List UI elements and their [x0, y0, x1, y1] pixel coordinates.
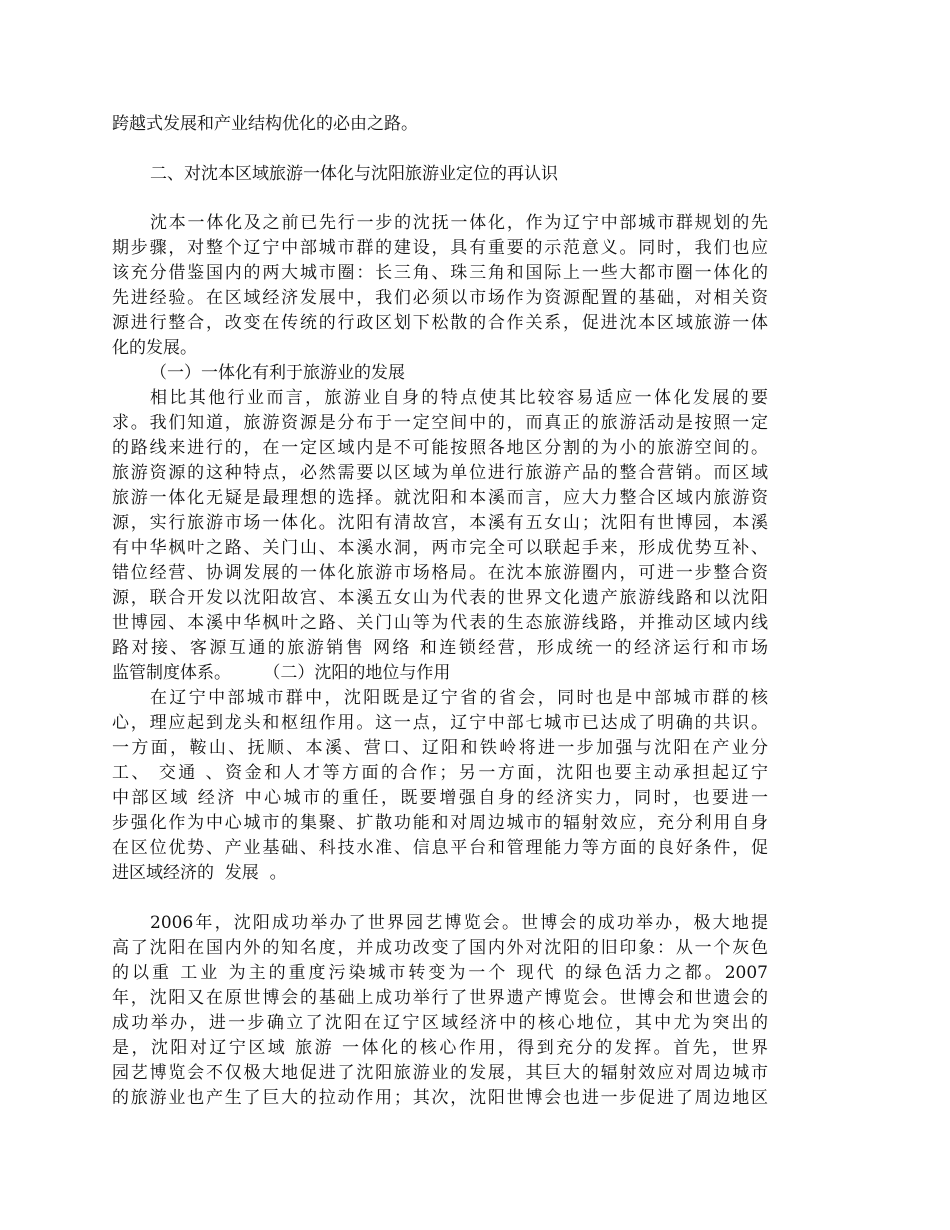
text-line: 园艺博览会不仅极大地促进了沈阳旅游业的发展，其巨大的辐射效应对周边城市 — [112, 1063, 768, 1083]
text-line: 的以重 工业 为主的重度污染城市转变为一个 现代 的绿色活力之都。2007 — [112, 963, 768, 983]
text-line: 心，理应起到龙头和枢纽作用。这一点，辽宁中部七城市已达成了明确的共识。 — [112, 713, 768, 733]
text-line: 2006年，沈阳成功举办了世界园艺博览会。世博会的成功举办，极大地提 — [150, 913, 768, 933]
text-line: 的路线来进行的，在一定区域内是不可能按照各地区分割的为小的旅游空间的。 — [112, 438, 768, 458]
text-line: 进区域经济的 发展 。 — [112, 863, 287, 883]
text-line: 是，沈阳对辽宁区域 旅游 一体化的核心作用，得到充分的发挥。首先，世界 — [112, 1038, 768, 1058]
text-line: 源，联合开发以沈阳故宫、本溪五女山为代表的世界文化遗产旅游线路和以沈阳 — [112, 588, 768, 608]
text-line: 化的发展。 — [112, 338, 197, 358]
text-line: 旅游资源的这种特点，必然需要以区域为单位进行旅游产品的整合营销。而区域 — [112, 463, 768, 483]
text-line: 年，沈阳又在原世博会的基础上成功举行了世界遗产博览会。世博会和世遗会的 — [112, 988, 768, 1008]
text-line: 的旅游业也产生了巨大的拉动作用；其次，沈阳世博会也进一步促进了周边地区 — [112, 1088, 768, 1108]
text-line: 错位经营、协调发展的一体化旅游市场格局。在沈本旅游圈内，可进一步整合资 — [112, 563, 768, 583]
text-line: 一方面，鞍山、抚顺、本溪、营口、辽阳和铁岭将进一步加强与沈阳在产业分 — [112, 738, 768, 758]
text-line: 该充分借鉴国内的两大城市圈：长三角、珠三角和国际上一些大都市圈一体化的 — [112, 263, 768, 283]
text-line: 路对接、客源互通的旅游销售 网络 和连锁经营，形成统一的经济运行和市场 — [112, 638, 768, 658]
text-line: 期步骤，对整个辽宁中部城市群的建设，具有重要的示范意义。同时，我们也应 — [112, 238, 768, 258]
text-line: 工、 交通 、资金和人才等方面的合作；另一方面，沈阳也要主动承担起辽宁 — [112, 763, 768, 783]
text-line: 源进行整合，改变在传统的行政区划下松散的合作关系，促进沈本区域旅游一体 — [112, 313, 768, 333]
text-line: 在辽宁中部城市群中，沈阳既是辽宁省的省会，同时也是中部城市群的核 — [150, 688, 768, 708]
subsection-heading: （一）一体化有利于旅游业的发展 — [150, 363, 405, 383]
text-line: 跨越式发展和产业结构优化的必由之路。 — [112, 114, 418, 134]
text-line: 有中华枫叶之路、关门山、本溪水洞，两市完全可以联起手来，形成优势互补、 — [112, 538, 768, 558]
text-line: 沈本一体化及之前已先行一步的沈抚一体化，作为辽宁中部城市群规划的先 — [150, 213, 768, 233]
text-line: 求。我们知道，旅游资源是分布于一定空间中的，而真正的旅游活动是按照一定 — [112, 413, 768, 433]
text-line: 相比其他行业而言，旅游业自身的特点使其比较容易适应一体化发展的要 — [150, 388, 768, 408]
text-line: 旅游一体化无疑是最理想的选择。就沈阳和本溪而言，应大力整合区域内旅游资 — [112, 488, 768, 508]
text-line: 成功举办，进一步确立了沈阳在辽宁区域经济中的核心地位，其中尤为突出的 — [112, 1013, 768, 1033]
text-line: 源，实行旅游市场一体化。沈阳有清故宫，本溪有五女山；沈阳有世博园，本溪 — [112, 513, 768, 533]
text-line: 中部区域 经济 中心城市的重任，既要增强自身的经济实力，同时，也要进一 — [112, 788, 768, 808]
text-line: 在区位优势、产业基础、科技水准、信息平台和管理能力等方面的良好条件，促 — [112, 838, 768, 858]
text-line: 高了沈阳在国内外的知名度，并成功改变了国内外对沈阳的旧印象：从一个灰色 — [112, 938, 768, 958]
text-line: 监管制度体系。 （二）沈阳的地位与作用 — [112, 663, 451, 683]
text-line: 世博园、本溪中华枫叶之路、关门山等为代表的生态旅游线路，并推动区域内线 — [112, 613, 768, 633]
text-line: 先进经验。在区域经济发展中，我们必须以市场作为资源配置的基础，对相关资 — [112, 288, 768, 308]
text-line: 步强化作为中心城市的集聚、扩散功能和对周边城市的辐射效应，充分利用自身 — [112, 813, 768, 833]
section-heading: 二、对沈本区域旅游一体化与沈阳旅游业定位的再认识 — [150, 164, 558, 184]
